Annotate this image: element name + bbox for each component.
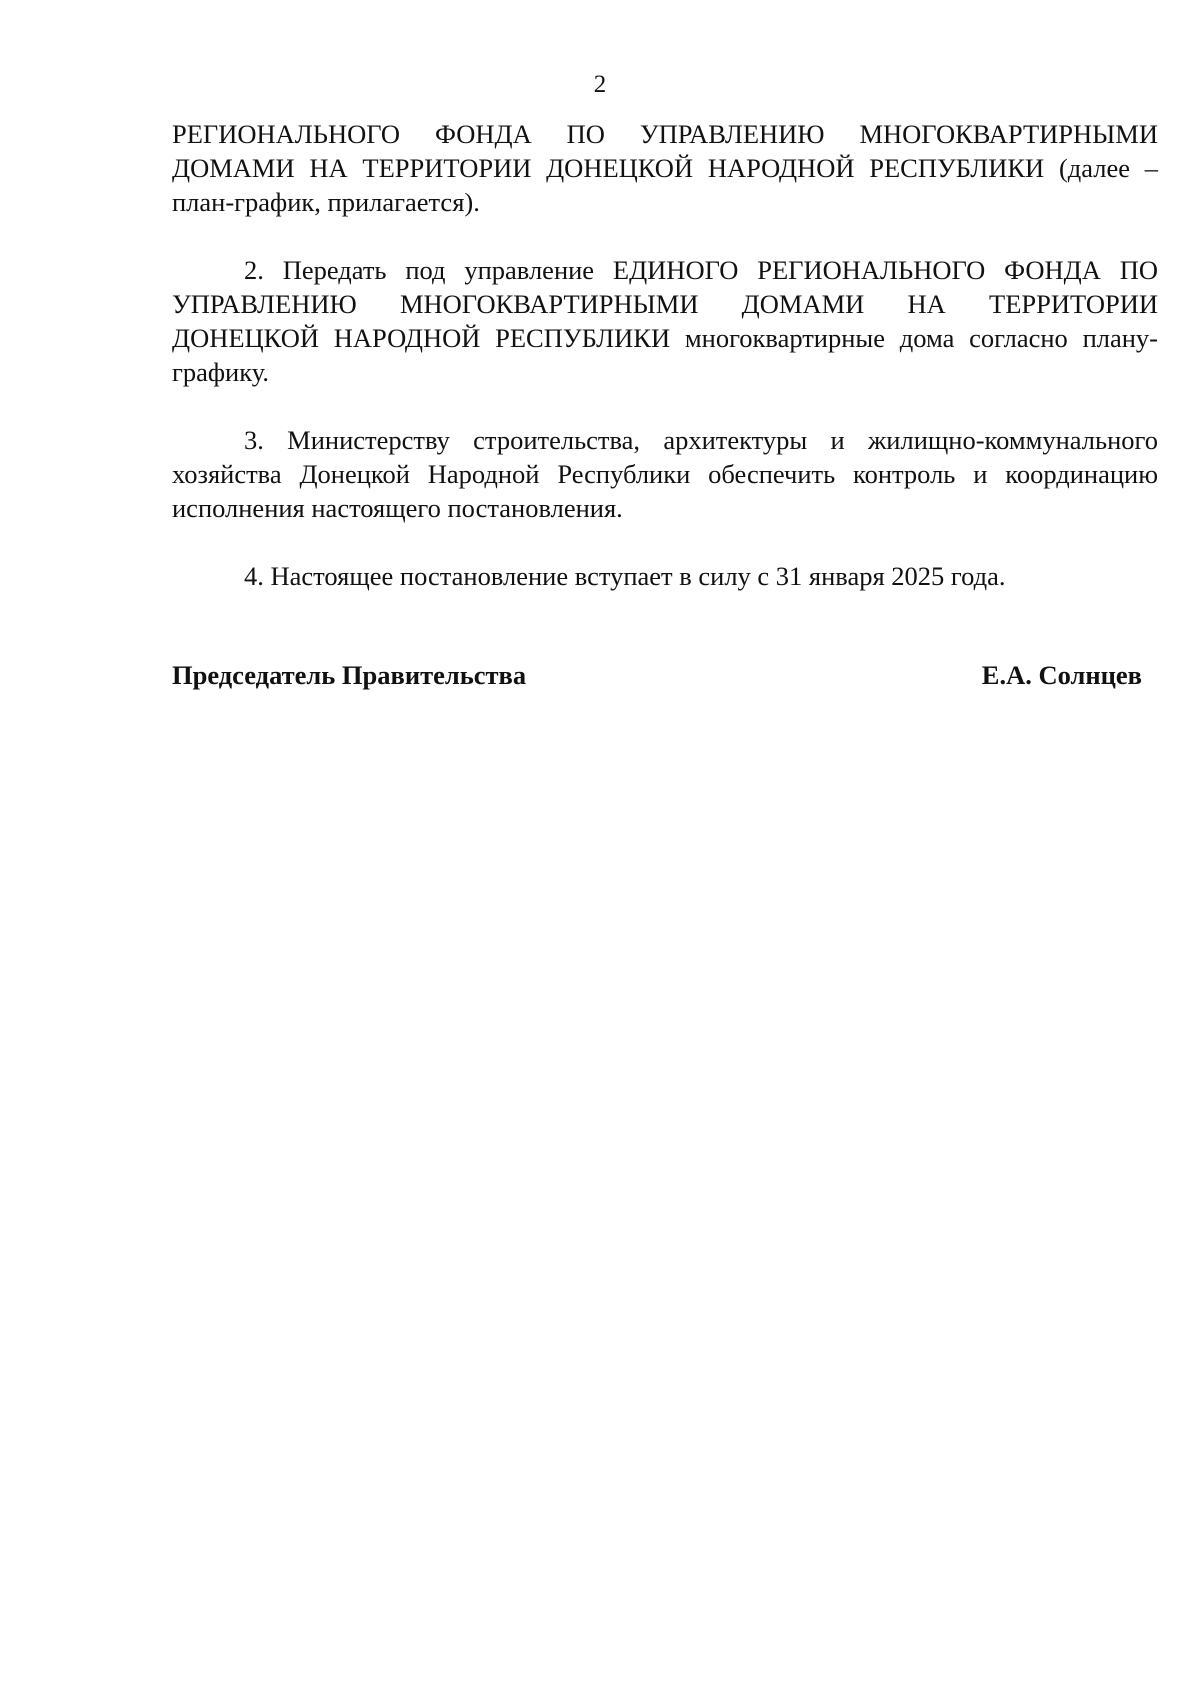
- signatory-position: Председатель Правительства: [172, 660, 527, 690]
- paragraph-2-transfer-management: 2. Передать под управление ЕДИНОГО РЕГИОНАЛЬНОГО ФОНДА ПО УПРАВЛЕНИЮ МНОГОКВАРТИРНЫМИ ДОМАМИ НА ТЕРРИТОРИИ ДОНЕЦКОЙ НАРОДНОЙ РЕСПУБЛИКИ многоквартирные дома согласно плану-графику.: [172, 255, 1158, 387]
- paragraph-continued: РЕГИОНАЛЬНОГО ФОНДА ПО УПРАВЛЕНИЮ МНОГОКВАРТИРНЫМИ ДОМАМИ НА ТЕРРИТОРИИ ДОНЕЦКОЙ НАРОДНОЙ РЕСПУБЛИКИ (далее – план-график, прилагается).: [172, 119, 1158, 217]
- signatory-name: Е.А. Солнцев: [981, 660, 1142, 690]
- paragraph-3-ministry-control: 3. Министерству строительства, архитектуры и жилищно-коммунального хозяйства Донецкой Народной Республики обеспечить контроль и координацию исполнения настоящего постановления.: [172, 425, 1158, 523]
- page-number: 2: [593, 71, 607, 98]
- signature-block: [172, 658, 1142, 692]
- document-body: [172, 117, 1158, 627]
- paragraph-4-effective-date: 4. Настоящее постановление вступает в силу с 31 января 2025 года.: [244, 561, 1006, 591]
